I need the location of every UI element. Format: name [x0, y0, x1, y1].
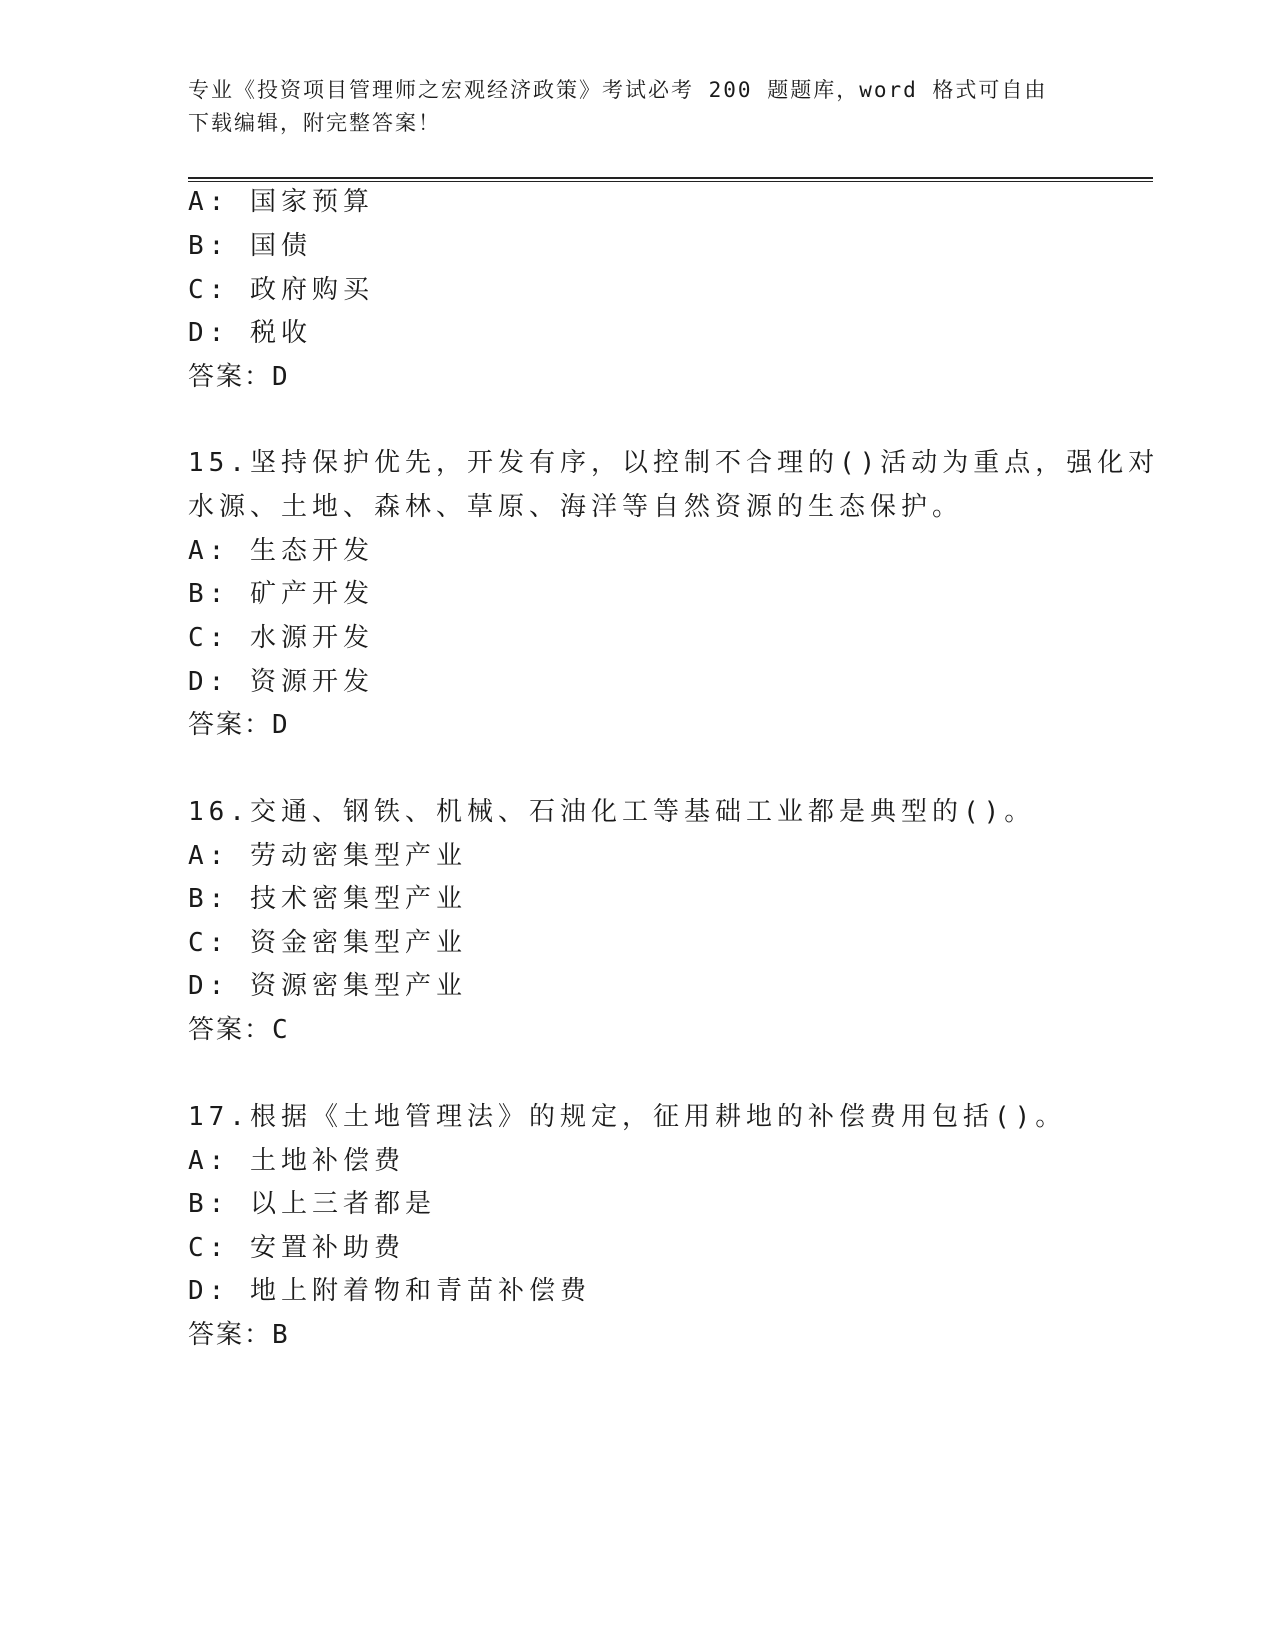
q14-option-a: A: 国家预算	[188, 187, 374, 217]
q17-option-a: A: 土地补偿费	[188, 1146, 405, 1176]
q15-option-b: B: 矿产开发	[188, 579, 374, 609]
q16-option-c: C: 资金密集型产业	[188, 928, 467, 958]
answer-label: 答案：	[188, 1015, 273, 1045]
q15-option-c: C: 水源开发	[188, 623, 374, 653]
q17-stem-line-1: 17.根据《土地管理法》的规定，征用耕地的补偿费用包括()。	[188, 1102, 1067, 1132]
q15-answer	[188, 709, 290, 741]
header-line-2: 下载编辑，附完整答案！	[188, 111, 441, 135]
q15-option-a: A: 生态开发	[188, 536, 374, 566]
q17-answer	[188, 1319, 290, 1351]
header-divider	[188, 177, 1153, 182]
answer-value: D	[272, 710, 290, 740]
document-header	[188, 74, 1068, 140]
q15-option-d: D: 资源开发	[188, 667, 374, 697]
answer-value: C	[272, 1015, 290, 1045]
q17-option-b: B: 以上三者都是	[188, 1189, 436, 1219]
q14-option-d: D: 税收	[188, 318, 312, 348]
header-line-1: 专业《投资项目管理师之宏观经济政策》考试必考 200 题题库，word 格式可自由	[188, 78, 1048, 102]
q17-option-c: C: 安置补助费	[188, 1233, 405, 1263]
q14-answer	[188, 361, 290, 393]
q16-option-b: B: 技术密集型产业	[188, 884, 467, 914]
q16-option-a: A: 劳动密集型产业	[188, 841, 467, 871]
answer-label: 答案：	[188, 710, 273, 740]
answer-value: D	[272, 362, 290, 392]
q17-option-d: D: 地上附着物和青苗补偿费	[188, 1276, 591, 1306]
q16-option-d: D: 资源密集型产业	[188, 971, 467, 1001]
q15-stem-line-2: 水源、土地、森林、草原、海洋等自然资源的生态保护。	[188, 492, 964, 522]
q15-stem-line-1: 15.坚持保护优先，开发有序，以控制不合理的()活动为重点，强化对	[188, 448, 1160, 478]
q16-stem-line-1: 16.交通、钢铁、机械、石油化工等基础工业都是典型的()。	[188, 797, 1036, 827]
answer-label: 答案：	[188, 362, 273, 392]
q14-option-c: C: 政府购买	[188, 275, 374, 305]
answer-label: 答案：	[188, 1320, 273, 1350]
q14-option-b: B: 国债	[188, 231, 312, 261]
q16-answer	[188, 1014, 290, 1046]
answer-value: B	[272, 1320, 290, 1350]
